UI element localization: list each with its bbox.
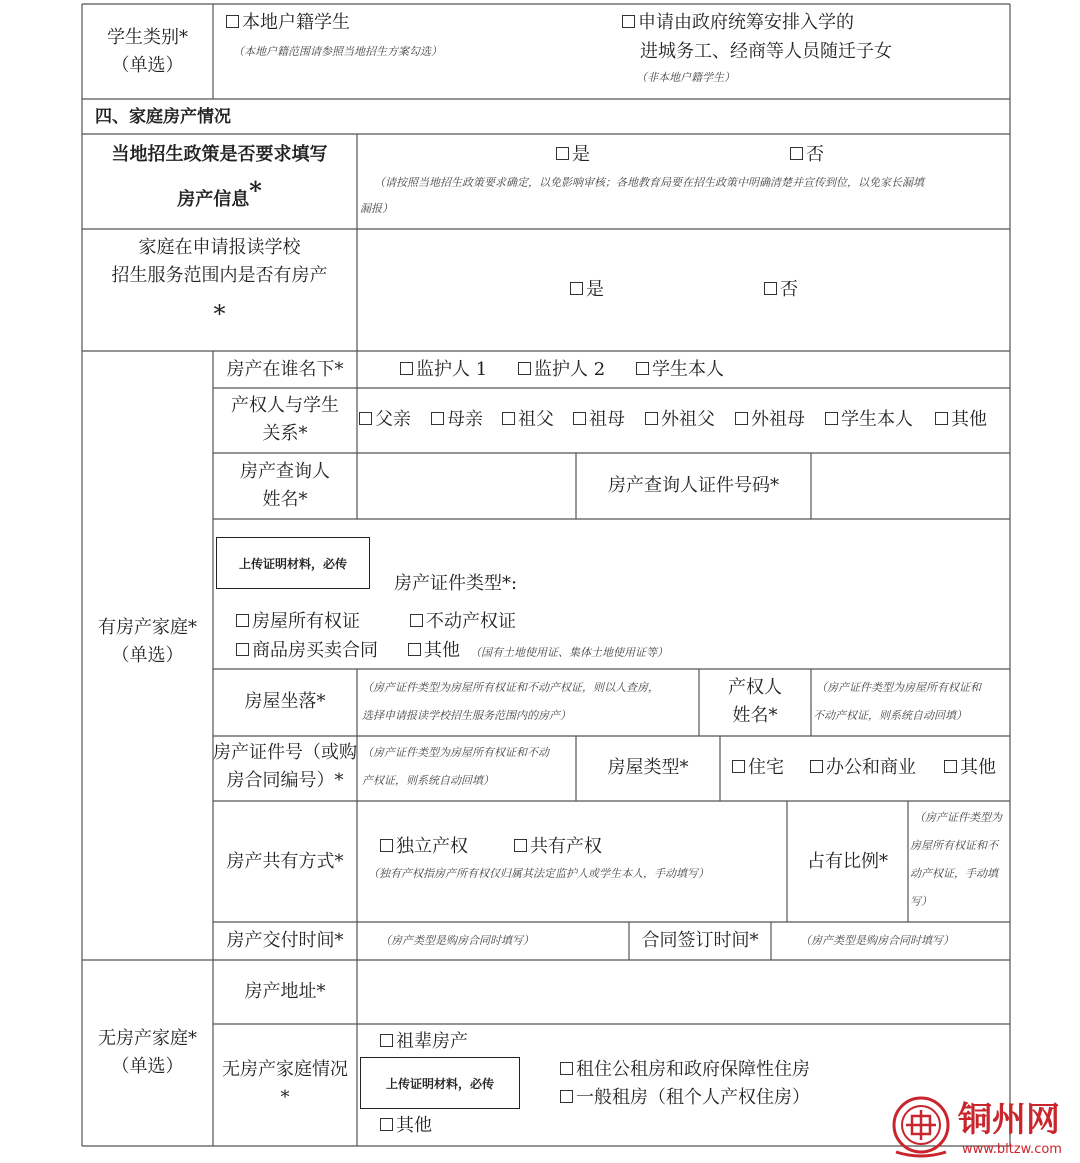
option-label: 否 — [806, 144, 824, 165]
checkbox-icon — [622, 15, 635, 28]
inquirer-name-field[interactable] — [359, 455, 574, 517]
relation-label-line2: 关系* — [262, 423, 308, 444]
option-label: 否 — [780, 279, 798, 300]
situation-option-other[interactable] — [380, 1114, 432, 1138]
option-label: 祖父 — [518, 409, 554, 430]
address-label: 房产地址* — [244, 981, 326, 1002]
checkbox-icon — [560, 1062, 573, 1075]
checkbox-icon — [560, 1090, 573, 1103]
owner-option-guardian1[interactable] — [400, 358, 487, 382]
policy-note-line2: 漏报） — [360, 202, 393, 215]
owner-option-guardian2[interactable] — [518, 358, 605, 382]
situation-option-ancestral[interactable] — [380, 1030, 468, 1054]
checkbox-icon — [380, 1034, 393, 1047]
inquirer-id-label: 房产查询人证件号码* — [608, 475, 779, 496]
option-label: 监护人 2 — [534, 359, 606, 380]
option-label: 办公和商业 — [826, 757, 916, 778]
option-label: 房屋所有权证 — [252, 611, 360, 632]
house-type-option-office[interactable] — [810, 756, 916, 780]
section-title: 四、家庭房产情况 — [95, 107, 231, 127]
checkbox-icon — [431, 412, 444, 425]
option-label: 父亲 — [375, 409, 411, 430]
student-category-sub: （单选） — [111, 55, 184, 76]
policy-label-line1: 当地招生政策是否要求填写 — [111, 144, 328, 165]
location-label: 房屋坐落* — [244, 691, 326, 712]
checkbox-icon — [380, 1118, 393, 1131]
relation-label-line1: 产权人与学生 — [231, 395, 339, 416]
required-star: * — [213, 300, 226, 328]
ratio-label: 占有比例* — [807, 851, 888, 872]
cert-option-ownership[interactable] — [236, 610, 360, 634]
relation-option-father[interactable] — [359, 408, 411, 432]
checkbox-icon — [380, 839, 393, 852]
option-migrant-line2: 进城务工、经商等人员随迁子女 — [640, 41, 892, 62]
owner-option-student[interactable] — [636, 358, 724, 382]
in-range-yes-option[interactable] — [570, 278, 604, 302]
contract-note: （房产类型是购房合同时填写） — [800, 934, 954, 947]
checkbox-icon — [645, 412, 658, 425]
cert-option-other[interactable] — [408, 639, 460, 663]
cert-no-label-line1: 房产证件号（或购 — [213, 742, 357, 763]
ratio-note-line2: 房屋所有权证和不 — [910, 839, 998, 852]
checkbox-icon — [825, 412, 838, 425]
policy-note: （请按照当地招生政策要求确定，以免影响审核；各地教育局要在招生政策中明确清楚并宣传到位，以免家长漏填 — [374, 176, 924, 189]
option-label: 其他 — [396, 1115, 432, 1136]
cert-no-note-line1: （房产证件类型为房屋所有权证和不动 — [362, 746, 549, 759]
checkbox-icon — [790, 147, 803, 160]
upload-proof-button[interactable]: 上传证明材料，必传 — [216, 537, 370, 589]
checkbox-icon — [408, 643, 421, 656]
checkbox-icon — [359, 412, 372, 425]
location-note-line1: （房产证件类型为房屋所有权证和不动产权证，则以人查房， — [362, 681, 659, 694]
option-label: 祖辈房产 — [396, 1031, 468, 1052]
option-label: 租住公租房和政府保障性住房 — [576, 1059, 810, 1080]
upload-proof-button[interactable]: 上传证明材料，必传 — [360, 1057, 520, 1109]
address-field[interactable] — [359, 962, 1008, 1022]
share-option-independent[interactable] — [380, 835, 468, 859]
has-property-label: 有房产家庭* — [98, 617, 197, 638]
option-label: 是 — [586, 279, 604, 300]
house-type-option-other[interactable] — [944, 756, 996, 780]
relation-option-grandmother[interactable] — [573, 408, 625, 432]
watermark-name: 铜州网 — [958, 1100, 1060, 1140]
checkbox-icon — [400, 362, 413, 375]
watermark-url: www.bltzw.com — [962, 1142, 1062, 1157]
cert-option-contract[interactable] — [236, 639, 378, 663]
option-label: 监护人 1 — [416, 359, 488, 380]
owner-name-note-line2: 不动产权证，则系统自动回填） — [813, 709, 967, 722]
option-label: 本地户籍学生 — [242, 12, 350, 33]
checkbox-icon — [236, 643, 249, 656]
in-range-label-line2: 招生服务范围内是否有房产 — [111, 265, 328, 286]
share-option-joint[interactable] — [514, 835, 602, 859]
checkbox-icon — [410, 614, 423, 627]
cert-option-realestate[interactable] — [410, 610, 516, 634]
relation-option-maternal-grandfather[interactable] — [645, 408, 715, 432]
option-migrant-student[interactable] — [622, 11, 854, 35]
option-label: 其他 — [960, 757, 996, 778]
owner-name-label-line2: 姓名* — [732, 705, 778, 726]
owner-name-note-line1: （房产证件类型为房屋所有权证和 — [816, 681, 981, 694]
checkbox-icon — [570, 282, 583, 295]
in-range-no-option[interactable] — [764, 278, 798, 302]
checkbox-icon — [944, 760, 957, 773]
policy-label-text: 房产信息 — [177, 189, 250, 210]
checkbox-icon — [810, 760, 823, 773]
checkbox-icon — [735, 412, 748, 425]
option-label: 商品房买卖合同 — [252, 640, 378, 661]
situation-label: 无房产家庭情况 — [222, 1059, 348, 1080]
option-label: 申请由政府统筹安排入学的 — [638, 12, 854, 33]
site-logo-icon — [888, 1094, 954, 1160]
option-label: 学生本人 — [841, 409, 913, 430]
student-category-label: 学生类别* — [107, 27, 188, 48]
option-label: 外祖母 — [751, 409, 805, 430]
checkbox-icon — [226, 15, 239, 28]
note-migrant: （非本地户籍学生） — [636, 71, 735, 84]
ratio-note-line1: （房产证件类型为 — [914, 811, 1002, 824]
required-star: * — [249, 176, 262, 205]
option-label: 一般租房（租个人产权住房） — [576, 1087, 810, 1108]
option-label: 不动产权证 — [426, 611, 516, 632]
owner-name-label-line1: 产权人 — [728, 677, 782, 698]
share-label: 房产共有方式* — [226, 851, 344, 872]
relation-option-other[interactable] — [935, 408, 987, 432]
checkbox-icon — [573, 412, 586, 425]
checkbox-icon — [518, 362, 531, 375]
relation-option-maternal-grandmother[interactable] — [735, 408, 805, 432]
policy-label-line2 — [82, 176, 357, 212]
cert-no-note-line2: 产权证，则系统自动回填） — [362, 774, 494, 787]
option-local-student[interactable] — [226, 11, 350, 35]
share-note: （独有产权指房产所有权仅归属其法定监护人或学生本人，手动填写） — [368, 867, 709, 880]
cert-no-label-line2: 房合同编号）* — [226, 770, 344, 791]
checkbox-icon — [556, 147, 569, 160]
option-label: 母亲 — [447, 409, 483, 430]
option-label: 是 — [572, 144, 590, 165]
cert-type-label: 房产证件类型*: — [394, 573, 518, 594]
checkbox-icon — [502, 412, 515, 425]
has-property-sub: （单选） — [111, 645, 184, 666]
inquirer-id-field[interactable] — [813, 455, 1008, 517]
cert-other-note: （国有土地使用证、集体土地使用证等） — [470, 646, 668, 659]
situation-option-public-rent[interactable] — [560, 1058, 810, 1082]
relation-option-grandfather[interactable] — [502, 408, 554, 432]
option-label: 独立产权 — [396, 836, 468, 857]
relation-option-mother[interactable] — [431, 408, 483, 432]
checkbox-icon — [764, 282, 777, 295]
location-note-line2: 选择申请报读学校招生服务范围内的房产） — [362, 709, 571, 722]
relation-option-student[interactable] — [825, 408, 913, 432]
option-label: 其他 — [424, 640, 460, 661]
no-property-label: 无房产家庭* — [98, 1028, 197, 1049]
note-local: （本地户籍范围请参照当地招生方案勾选） — [233, 45, 442, 58]
checkbox-icon — [236, 614, 249, 627]
situation-option-private-rent[interactable] — [560, 1086, 810, 1110]
owner-label: 房产在谁名下* — [226, 359, 344, 380]
ratio-note-line4: 写） — [910, 895, 932, 908]
checkbox-icon — [636, 362, 649, 375]
option-label: 外祖父 — [661, 409, 715, 430]
contract-label: 合同签订时间* — [641, 930, 759, 951]
checkbox-icon — [514, 839, 527, 852]
required-star: * — [280, 1087, 290, 1108]
checkbox-icon — [935, 412, 948, 425]
delivery-label: 房产交付时间* — [226, 930, 344, 951]
policy-yes-option[interactable] — [556, 143, 590, 167]
option-label: 其他 — [951, 409, 987, 430]
delivery-note: （房产类型是购房合同时填写） — [380, 934, 534, 947]
inquirer-label-line2: 姓名* — [262, 489, 308, 510]
policy-no-option[interactable] — [790, 143, 824, 167]
no-property-sub: （单选） — [111, 1056, 184, 1077]
house-type-label: 房屋类型* — [607, 757, 689, 778]
option-label: 住宅 — [748, 757, 784, 778]
option-label: 共有产权 — [530, 836, 602, 857]
option-label: 学生本人 — [652, 359, 724, 380]
option-label: 祖母 — [589, 409, 625, 430]
ratio-note-line3: 动产权证，手动填 — [910, 867, 998, 880]
inquirer-label-line1: 房产查询人 — [240, 461, 330, 482]
house-type-option-residence[interactable] — [732, 756, 784, 780]
checkbox-icon — [732, 760, 745, 773]
in-range-label-line1: 家庭在申请报读学校 — [138, 237, 301, 258]
